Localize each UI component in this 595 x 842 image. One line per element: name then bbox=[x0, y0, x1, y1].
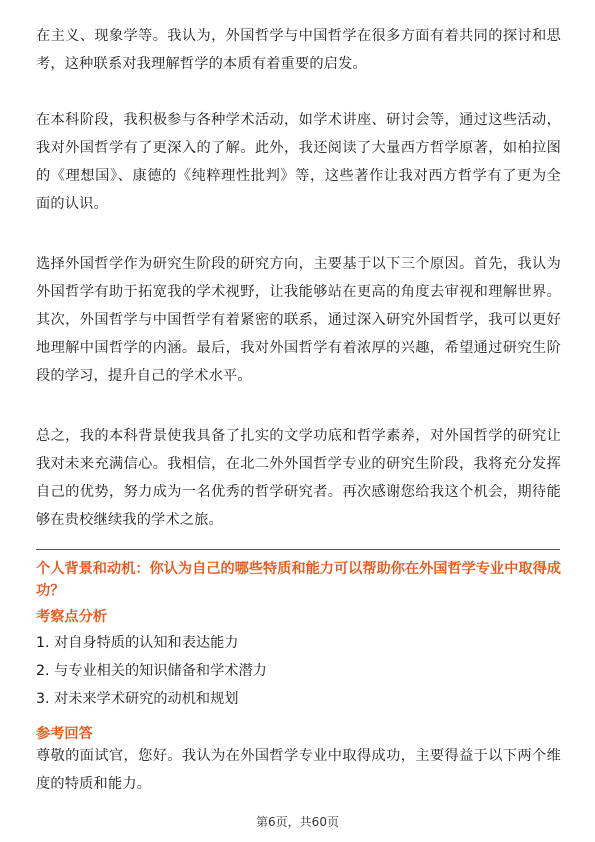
analysis-item-3: 3. 对未来学术研究的动机和规划 bbox=[36, 691, 239, 707]
page-number-footer: 第6页，共60页 bbox=[256, 815, 339, 829]
paragraph-2: 在本科阶段，我积极参与各种学术活动，如学术讲座、研讨会等，通过这些活动，我对外国哲学有了更深入的了解。此外，我还阅读了大量西方哲学原著，如柏拉图的《理想国》、康德的《纯粹理性批判》等，这些著作让我对西方哲学有了更为全面的认识。 bbox=[36, 112, 561, 212]
answer-paragraph: 尊敬的面试官，您好。我认为在外国哲学专业中取得成功，主要得益于以下两个维度的特质和能力。 bbox=[36, 748, 561, 792]
analysis-item-2: 2. 与专业相关的知识储备和学术潜力 bbox=[36, 663, 267, 679]
answer-heading: 参考回答 bbox=[36, 726, 93, 742]
section-divider bbox=[36, 549, 560, 550]
paragraph-3: 选择外国哲学作为研究生阶段的研究方向，主要基于以下三个原因。首先，我认为外国哲学有助于拓宽我的学术视野，让我能够站在更高的角度去审视和理解世界。其次，外国哲学与中国哲学有着紧密的联系，通过深入研究外国哲学，我可以更好地理解中国哲学的内涵。最后，我对外国哲学有着浓厚的兴趣，希望通过研究生阶段的学习，提升自己的学术水平。 bbox=[36, 256, 561, 384]
analysis-heading: 考察点分析 bbox=[36, 609, 107, 625]
paragraph-4: 总之，我的本科背景使我具备了扎实的文学功底和哲学素养，对外国哲学的研究让我对未来充满信心。我相信，在北二外外国哲学专业的研究生阶段，我将充分发挥自己的优势，努力成为一名优秀的哲学研究者。再次感谢您给我这个机会，期待能够在贵校继续我的学术之旅。 bbox=[36, 428, 561, 528]
analysis-item-1: 1. 对自身特质的认知和表达能力 bbox=[36, 635, 239, 651]
paragraph-1: 在主义、现象学等。我认为，外国哲学与中国哲学在很多方面有着共同的探讨和思考，这种联系对我理解哲学的本质有着重要的启发。 bbox=[36, 28, 561, 72]
question-title: 个人背景和动机：你认为自己的哪些特质和能力可以帮助你在外国哲学专业中取得成功？ bbox=[36, 561, 561, 599]
